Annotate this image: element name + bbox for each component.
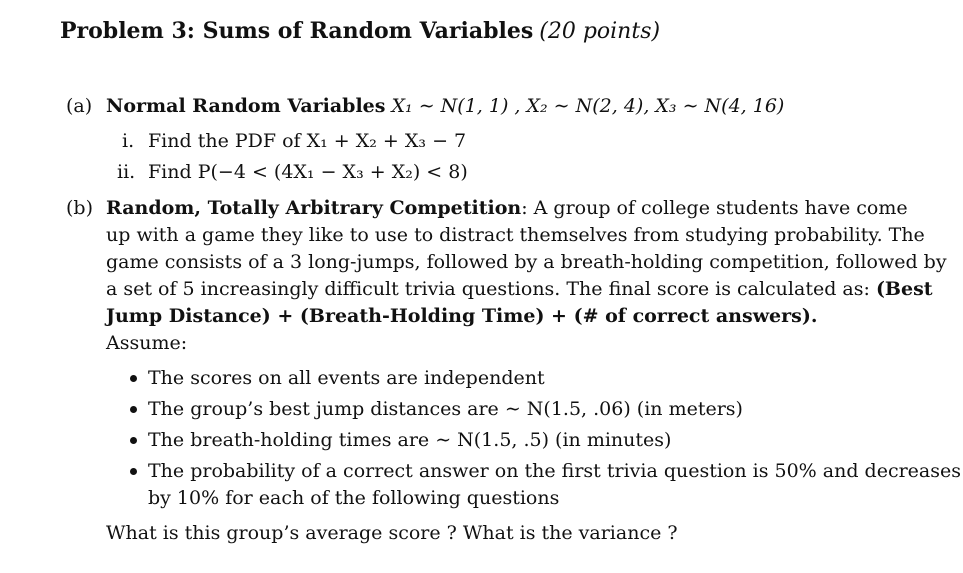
item-i-text: Find the PDF of X₁ + X₂ + X₃ − 7	[148, 130, 467, 152]
part-a-heading: Normal Random Variables	[106, 95, 386, 117]
bullet-item-2: The group’s best jump distances are ∼ N(1.5, .06) (in meters)	[148, 398, 743, 420]
item-ii-text: Find P(−4 < (4X₁ − X₃ + X₂) < 8)	[148, 161, 468, 183]
problem-points: (20 points)	[539, 19, 661, 44]
part-b-line-1	[66, 195, 908, 222]
final-question: What is this group’s average score ? What is the variance ?	[106, 522, 678, 544]
bullet-dot	[130, 375, 137, 382]
score-formula: Jump Distance) + (Breath-Holding Time) + (# of correct answers).	[106, 305, 818, 327]
bullet-item-4-continued: by 10% for each of the following questions	[148, 487, 560, 509]
bullet-item-3: The breath-holding times are ∼ N(1.5, .5) (in minutes)	[148, 429, 672, 451]
bullet-dot	[130, 406, 137, 413]
part-b-line4-bold: (Best	[875, 278, 933, 300]
part-b-line-4	[106, 276, 933, 303]
part-a-distributions: X₁ ∼ N(1, 1) , X₂ ∼ N(2, 4), X₃ ∼ N(4, 16)	[391, 95, 785, 117]
bullet-dot	[130, 468, 137, 475]
bullet-dot	[130, 437, 137, 444]
item-ii-label: ii.	[117, 161, 136, 183]
assume-label: Assume:	[106, 332, 188, 354]
part-b-line4-plain: a set of 5 increasingly difficult trivia questions. The final score is calculated as:	[106, 278, 870, 300]
problem-title	[60, 18, 660, 44]
part-b-line-3: game consists of a 3 long-jumps, followed by a breath-holding competition, followed by	[106, 251, 947, 273]
part-a-label: (a)	[66, 95, 93, 117]
problem-title-text: Problem 3: Sums of Random Variables	[60, 18, 534, 44]
item-i-label: i.	[122, 130, 135, 152]
part-a-header	[66, 93, 784, 120]
part-b-line-5	[106, 303, 817, 330]
bullet-item-4: The probability of a correct answer on the first trivia question is 50% and decreases	[148, 460, 961, 482]
part-b-label: (b)	[66, 197, 93, 219]
part-a-item-i	[122, 128, 466, 155]
part-b-line-2: up with a game they like to use to distract themselves from studying probability. The	[106, 224, 925, 246]
part-a-item-ii	[117, 159, 468, 186]
part-b-line1-rest: : A group of college students have come	[521, 197, 908, 219]
part-b-heading: Random, Totally Arbitrary Competition	[106, 197, 522, 219]
bullet-item-1: The scores on all events are independent	[148, 367, 545, 389]
